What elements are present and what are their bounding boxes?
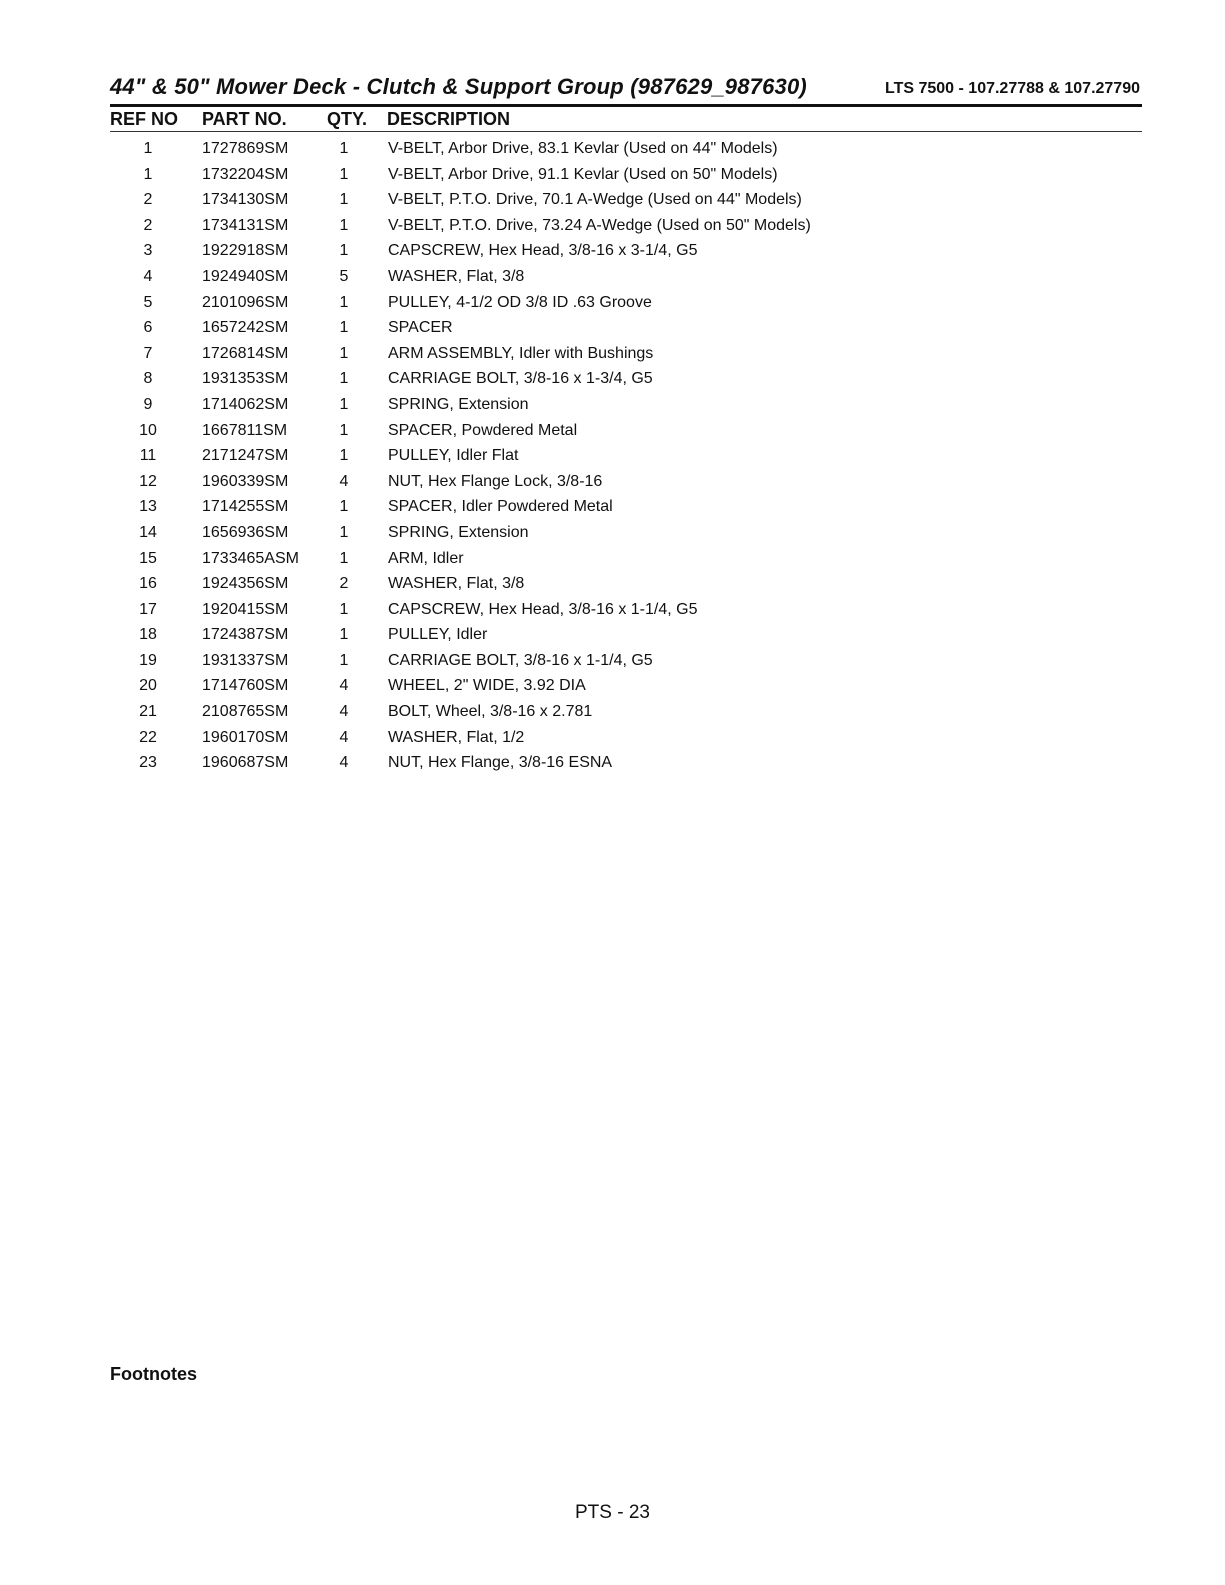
ref-no-cell: 15 (139, 549, 157, 567)
part-no-cell: 1724387SM (202, 626, 289, 644)
description-cell: WHEEL, 2" WIDE, 3.92 DIA (388, 677, 586, 695)
table-row (110, 214, 1142, 240)
page-header (110, 74, 1142, 106)
table-row (110, 623, 1142, 649)
part-no-cell: 1734130SM (202, 191, 289, 209)
description-cell: SPACER (388, 319, 453, 337)
table-row (110, 470, 1142, 496)
table-row (110, 726, 1142, 752)
table-row (110, 495, 1142, 521)
table-row (110, 674, 1142, 700)
footnotes-heading: Footnotes (110, 1364, 197, 1384)
description-cell: V-BELT, Arbor Drive, 91.1 Kevlar (Used on 50" Models) (388, 165, 778, 183)
description-cell: PULLEY, Idler Flat (388, 447, 519, 465)
table-row (110, 700, 1142, 726)
ref-no-cell: 19 (139, 651, 157, 669)
qty-cell: 5 (339, 267, 349, 285)
part-no-cell: 2171247SM (202, 447, 289, 465)
ref-no-cell: 1 (143, 140, 153, 157)
ref-no-cell: 23 (139, 754, 157, 772)
page-number: PTS - 23 (575, 1502, 650, 1523)
part-no-cell: 1920415SM (202, 600, 289, 618)
description-cell: PULLEY, Idler (388, 626, 488, 644)
qty-cell: 2 (339, 575, 349, 593)
part-no-cell: 1726814SM (202, 344, 289, 362)
qty-cell: 4 (339, 472, 349, 490)
description-cell: WASHER, Flat, 3/8 (388, 575, 525, 593)
qty-cell: 1 (339, 549, 349, 567)
ref-no-cell: 21 (139, 703, 157, 721)
qty-cell: 1 (339, 447, 349, 465)
table-row (110, 316, 1142, 342)
ref-no-cell: 8 (143, 370, 153, 388)
description-cell: CAPSCREW, Hex Head, 3/8-16 x 3-1/4, G5 (388, 242, 698, 260)
table-row (110, 572, 1142, 598)
description-cell: WASHER, Flat, 3/8 (388, 267, 525, 285)
description-cell: V-BELT, P.T.O. Drive, 70.1 A-Wedge (Used on 44" Models) (388, 191, 802, 209)
description-cell: BOLT, Wheel, 3/8-16 x 2.781 (388, 703, 593, 721)
table-header (110, 109, 1142, 131)
table-row (110, 163, 1142, 189)
parts-table (110, 137, 1142, 777)
part-no-cell: 1714255SM (202, 498, 289, 516)
part-no-cell: 1960339SM (202, 472, 289, 490)
part-no-cell: 1924356SM (202, 575, 289, 593)
description-cell: SPACER, Idler Powdered Metal (388, 498, 613, 516)
part-no-cell: 1732204SM (202, 165, 289, 183)
qty-cell: 1 (339, 191, 349, 209)
description-cell: ARM ASSEMBLY, Idler with Bushings (388, 344, 654, 362)
qty-cell: 1 (339, 498, 349, 516)
ref-no-cell: 16 (139, 575, 157, 593)
qty-cell: 4 (339, 703, 349, 721)
table-row (110, 444, 1142, 470)
model-title: LTS 7500 - 107.27788 & 107.27790 (885, 80, 1140, 97)
part-no-cell: 1656936SM (202, 523, 289, 541)
ref-no-cell: 22 (139, 728, 157, 746)
table-row (110, 265, 1142, 291)
qty-cell: 1 (339, 600, 349, 618)
part-no-cell: 1960170SM (202, 728, 289, 746)
ref-no-cell: 1 (143, 165, 153, 183)
description-cell: CARRIAGE BOLT, 3/8-16 x 1-3/4, G5 (388, 370, 653, 388)
table-row (110, 367, 1142, 393)
ref-no-cell: 4 (143, 267, 153, 285)
qty-cell: 4 (339, 677, 349, 695)
column-header-qty: QTY. (327, 109, 368, 129)
table-row (110, 751, 1142, 777)
column-header-description: DESCRIPTION (387, 109, 511, 129)
ref-no-cell: 11 (139, 447, 157, 465)
qty-cell: 1 (339, 523, 349, 541)
part-no-cell: 1727869SM (202, 140, 289, 157)
part-no-cell: 1714062SM (202, 395, 289, 413)
ref-no-cell: 12 (139, 472, 157, 490)
table-row (110, 342, 1142, 368)
qty-cell: 1 (339, 626, 349, 644)
qty-cell: 1 (339, 242, 349, 260)
description-cell: NUT, Hex Flange Lock, 3/8-16 (388, 472, 603, 490)
part-no-cell: 1657242SM (202, 319, 289, 337)
description-cell: WASHER, Flat, 1/2 (388, 728, 525, 746)
description-cell: SPRING, Extension (388, 395, 529, 413)
ref-no-cell: 20 (139, 677, 157, 695)
qty-cell: 1 (339, 140, 349, 157)
table-row (110, 521, 1142, 547)
description-cell: SPRING, Extension (388, 523, 529, 541)
part-no-cell: 1931337SM (202, 651, 289, 669)
table-row (110, 239, 1142, 265)
ref-no-cell: 2 (143, 191, 153, 209)
part-no-cell: 1734131SM (202, 216, 289, 234)
qty-cell: 1 (339, 344, 349, 362)
part-no-cell: 1714760SM (202, 677, 289, 695)
table-row (110, 547, 1142, 573)
qty-cell: 1 (339, 319, 349, 337)
description-cell: PULLEY, 4-1/2 OD 3/8 ID .63 Groove (388, 293, 652, 311)
ref-no-cell: 6 (143, 319, 153, 337)
ref-no-cell: 5 (143, 293, 153, 311)
ref-no-cell: 3 (143, 242, 153, 260)
qty-cell: 1 (339, 395, 349, 413)
ref-no-cell: 7 (143, 344, 153, 362)
qty-cell: 1 (339, 421, 349, 439)
description-cell: V-BELT, P.T.O. Drive, 73.24 A-Wedge (Used on 50" Models) (388, 216, 811, 234)
ref-no-cell: 10 (139, 421, 157, 439)
part-no-cell: 1733465ASM (202, 549, 299, 567)
part-no-cell: 1931353SM (202, 370, 289, 388)
table-row (110, 188, 1142, 214)
qty-cell: 1 (339, 165, 349, 183)
description-cell: V-BELT, Arbor Drive, 83.1 Kevlar (Used on 44" Models) (388, 140, 778, 157)
table-row (110, 419, 1142, 445)
column-header-part-no: PART NO. (202, 109, 287, 129)
description-cell: ARM, Idler (388, 549, 464, 567)
qty-cell: 1 (339, 293, 349, 311)
part-no-cell: 2101096SM (202, 293, 289, 311)
qty-cell: 4 (339, 728, 349, 746)
ref-no-cell: 14 (139, 523, 157, 541)
qty-cell: 1 (339, 216, 349, 234)
ref-no-cell: 2 (143, 216, 153, 234)
description-cell: NUT, Hex Flange, 3/8-16 ESNA (388, 754, 613, 772)
table-row (110, 291, 1142, 317)
part-no-cell: 1924940SM (202, 267, 289, 285)
qty-cell: 1 (339, 651, 349, 669)
part-no-cell: 2108765SM (202, 703, 289, 721)
part-no-cell: 1960687SM (202, 754, 289, 772)
ref-no-cell: 17 (139, 600, 157, 618)
table-header-divider (110, 131, 1142, 132)
column-header-ref-no: REF NO (110, 109, 179, 129)
part-no-cell: 1922918SM (202, 242, 289, 260)
ref-no-cell: 18 (139, 626, 157, 644)
description-cell: CAPSCREW, Hex Head, 3/8-16 x 1-1/4, G5 (388, 600, 698, 618)
part-no-cell: 1667811SM (202, 421, 288, 439)
qty-cell: 1 (339, 370, 349, 388)
table-row (110, 598, 1142, 624)
description-cell: SPACER, Powdered Metal (388, 421, 578, 439)
qty-cell: 4 (339, 754, 349, 772)
page-title: 44" & 50" Mower Deck - Clutch & Support Group (987629_987630) (110, 74, 807, 99)
table-row (110, 393, 1142, 419)
ref-no-cell: 9 (143, 395, 153, 413)
ref-no-cell: 13 (139, 498, 157, 516)
header-divider (110, 104, 1142, 107)
description-cell: CARRIAGE BOLT, 3/8-16 x 1-1/4, G5 (388, 651, 653, 669)
table-row (110, 649, 1142, 675)
table-row (110, 137, 1142, 163)
